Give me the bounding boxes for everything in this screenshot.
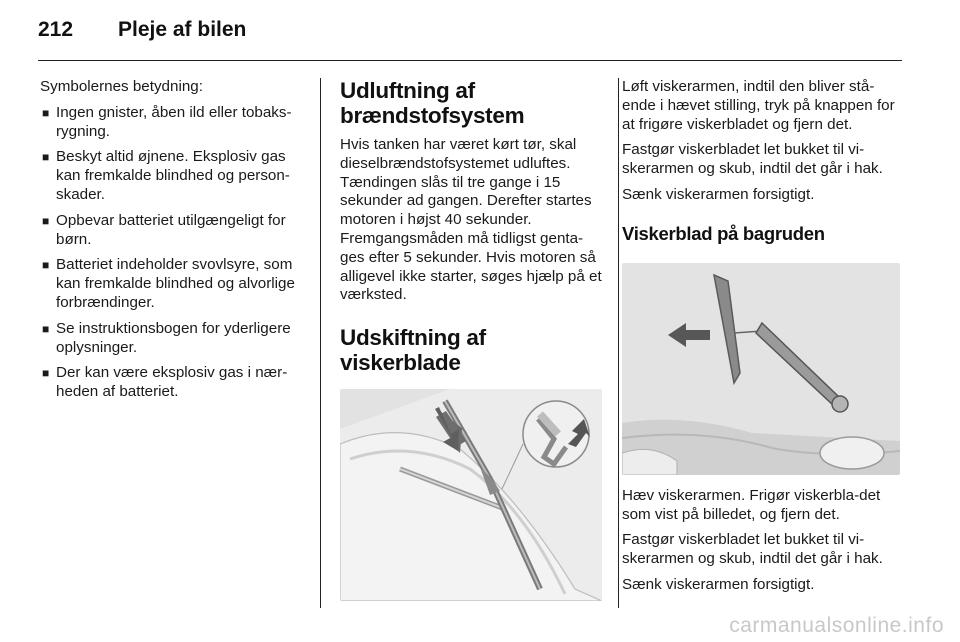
wiper-step-lower: Sænk viskerarmen forsigtigt.: [622, 185, 815, 203]
header-rule: [38, 60, 902, 61]
bullet-icon: ■: [42, 105, 50, 120]
bullet-icon: ■: [42, 150, 50, 165]
list-item: ■ Opbevar batteriet utilgængeligt for børn.: [42, 211, 286, 248]
wiper-step-lift: Løft viskerarmen, indtil den bliver stå-ende i hævet stilling, tryk på knappen for at frigøre viskerbladet og fjern det.: [622, 78, 895, 133]
column-fuel-and-wipers: [340, 78, 602, 601]
page-title: Pleje af bilen: [118, 18, 247, 41]
column-divider-1: [320, 78, 321, 608]
rear-wiper-step-attach: Fastgør viskerbladet let bukket til vi-skerarmen og skub, indtil det går i hak.: [622, 531, 883, 568]
page-number: 212: [38, 18, 74, 41]
bullet-icon: ■: [42, 321, 50, 336]
bullet-icon: ■: [42, 213, 50, 228]
list-item: ■ Se instruktionsbogen for yderligere oplysninger.: [42, 319, 291, 356]
list-item: ■ Batteriet indeholder svovlsyre, som kan fremkalde blindhed og alvorlige forbrændinger.: [42, 256, 295, 311]
list-item: ■ Beskyt altid øjnene. Eksplosiv gas kan fremkalde blindhed og person-skader.: [42, 148, 290, 203]
column-battery-symbols: [40, 78, 306, 409]
section-heading-rear-wiper: Viskerblad på bagruden: [622, 222, 825, 244]
rear-wiper-step-lower: Sænk viskerarmen forsigtigt.: [622, 575, 815, 593]
rear-wiper-illustration: [622, 263, 900, 475]
bullet-icon: ■: [42, 258, 50, 273]
column-divider-2: [618, 78, 619, 608]
list-item: ■ Der kan være eksplosiv gas i nær-heden af batteriet.: [42, 364, 288, 401]
symbols-list: [40, 104, 306, 402]
rear-wiper-step-release: Hæv viskerarmen. Frigør viskerbla-det som vist på billedet, og fjern det.: [622, 486, 881, 523]
section-heading-fuel-bleeding: Udluftning af brændstofsystem: [340, 78, 525, 128]
fuel-bleeding-text: Hvis tanken har været kørt tør, skal dieselbrændstofsystemet udluftes. Tændingen slås til tre gange i 15 sekunder ad gangen. Derefter startes motoren i højst 40 sekunder. Fremgangsmåden må tidligst genta-ges efter 5 sekunder. Hvis motoren så alligevel ikke starter, søges hjælp på et værksted.: [340, 136, 602, 304]
windshield-wiper-illustration: [340, 389, 602, 601]
watermark: carmanualsonline.info: [729, 614, 944, 637]
column-wiper-instructions: [622, 78, 904, 602]
bullet-icon: ■: [42, 366, 50, 381]
section-heading-wiper-replacement: Udskiftning af viskerblade: [340, 325, 486, 376]
wiper-step-attach: Fastgør viskerbladet let bukket til vi-skerarmen og skub, indtil det går i hak.: [622, 141, 883, 178]
symbols-intro: Symbolernes betydning:: [40, 78, 203, 95]
list-item: ■ Ingen gnister, åben ild eller tobaks-rygning.: [42, 103, 292, 140]
